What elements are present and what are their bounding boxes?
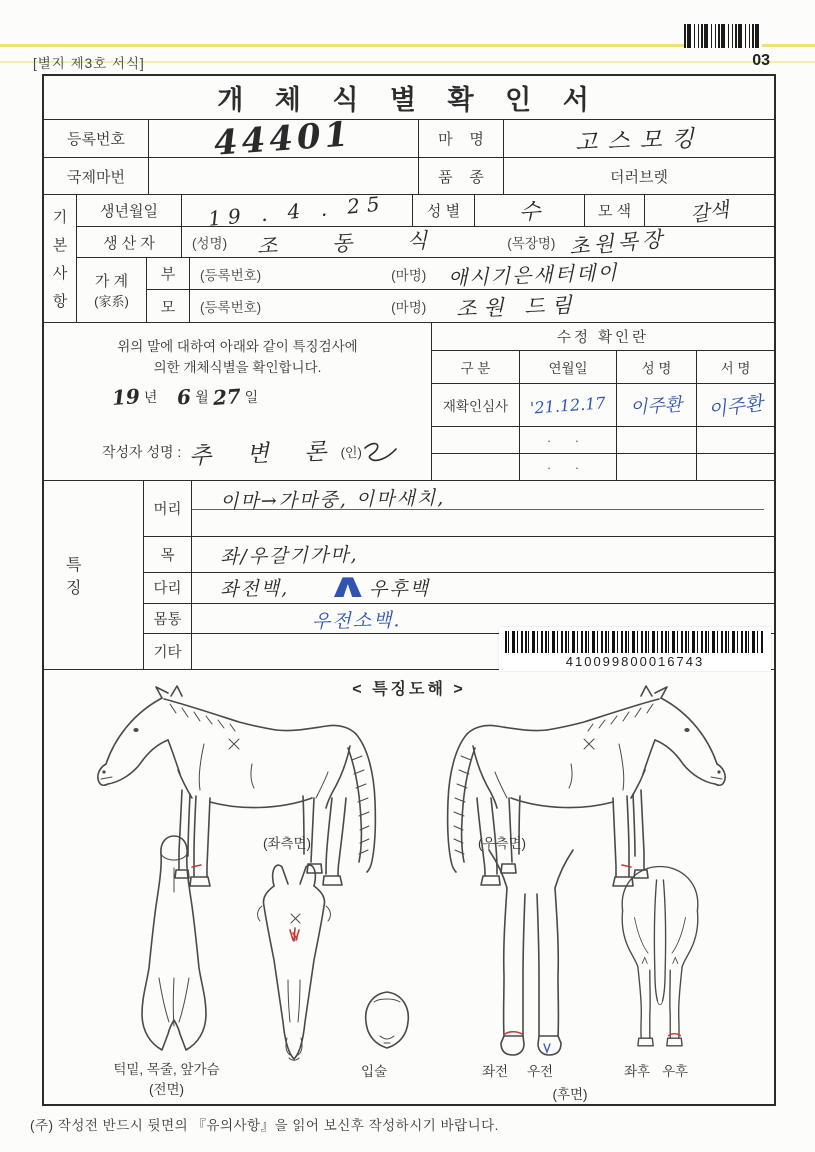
right-hind-label: 우후 bbox=[661, 1064, 689, 1079]
sire-content bbox=[190, 258, 774, 289]
sire-regno-paren: (등록번호) bbox=[200, 267, 262, 283]
vlabel-char: 본 bbox=[52, 237, 68, 255]
basic-rows bbox=[77, 190, 774, 322]
color-label: 모 색 bbox=[585, 195, 645, 226]
confirmation-block bbox=[44, 323, 774, 481]
date-dots: · · bbox=[546, 432, 590, 448]
empty-date-cell bbox=[520, 427, 617, 453]
col-type: 구 분 bbox=[432, 351, 520, 383]
producer-name-paren: (성명) bbox=[192, 236, 228, 251]
dam-regno-paren: (등록번호) bbox=[200, 300, 262, 315]
vlabel-char: 항 bbox=[52, 292, 68, 310]
date-dots: · · bbox=[546, 459, 590, 475]
neck-handwriting: 좌/우갈기가마, bbox=[219, 543, 359, 568]
left-side-label: (좌측면) bbox=[262, 836, 312, 851]
statement-line2: 의한 개체식별을 확인합니다. bbox=[153, 359, 322, 375]
correction-table bbox=[432, 323, 774, 480]
horse-lips-view bbox=[366, 992, 409, 1048]
intl-no-label: 국제마번 bbox=[44, 158, 149, 194]
statement-line1: 위의 말에 대하여 아래와 같이 특징검사에 bbox=[117, 339, 358, 354]
other-label: 기타 bbox=[144, 634, 192, 669]
neck-label: 목 bbox=[144, 537, 192, 572]
producer-label: 생 산 자 bbox=[77, 227, 182, 257]
col-date: 연월일 bbox=[520, 351, 617, 383]
sire-name-paren: (마명) bbox=[391, 267, 427, 283]
col-name: 성 명 bbox=[617, 351, 697, 383]
birth-handwriting: 19 . 4 . 25 bbox=[206, 190, 388, 231]
farm-paren: (목장명) bbox=[507, 236, 556, 251]
producer-name-handwriting: 조 동 식 bbox=[256, 227, 452, 259]
form-reference-label: [별지 제3호 서식] bbox=[33, 56, 145, 71]
dam-name-paren: (마명) bbox=[391, 300, 427, 315]
recheck-name-handwriting: 이주환 bbox=[629, 394, 684, 419]
seal-mark: (인) bbox=[340, 445, 362, 460]
insertion-handwriting: 우전소백. bbox=[311, 609, 402, 634]
family-label-cell bbox=[77, 258, 147, 322]
sire-name-handwriting: 애시기은새터데이 bbox=[447, 260, 620, 290]
recheck-type: 재확인심사 bbox=[432, 384, 520, 426]
table-row bbox=[432, 384, 774, 427]
legs-content bbox=[192, 566, 774, 605]
reg-no-value-cell bbox=[149, 113, 419, 164]
date-year-handwriting: 19 bbox=[111, 384, 141, 410]
feature-row-head bbox=[144, 481, 774, 537]
barcode-number: 410099800016743 bbox=[565, 654, 705, 669]
legs-handwriting-left: 좌전백, bbox=[219, 577, 290, 602]
correction-table-header bbox=[432, 351, 774, 384]
left-hind-label: 좌후 bbox=[623, 1064, 651, 1079]
birth-label: 생년월일 bbox=[77, 195, 182, 226]
dam-label: 모 bbox=[147, 290, 190, 322]
basic-info-block bbox=[44, 190, 774, 323]
family-col bbox=[147, 258, 774, 322]
lips-label: 입술 bbox=[360, 1064, 388, 1079]
vlabel-char: 사 bbox=[52, 264, 68, 282]
month-suffix: 월 bbox=[195, 389, 209, 405]
head-handwriting: 이마→가마중, 이마새치, bbox=[219, 487, 446, 513]
feature-row-neck bbox=[144, 537, 774, 573]
date-month-handwriting: 6 bbox=[176, 384, 193, 410]
dam-row bbox=[147, 290, 774, 322]
horse-left-side-view bbox=[98, 686, 376, 886]
barcode-sticker bbox=[499, 627, 771, 671]
recheck-name-cell bbox=[617, 384, 697, 426]
empty-type bbox=[432, 454, 520, 480]
breed-value: 더러브렛 bbox=[610, 168, 668, 186]
feature-diagram-block bbox=[44, 670, 774, 1108]
horse-diagram-art bbox=[44, 670, 779, 1108]
dam-name-handwriting: 조원 드림 bbox=[455, 292, 580, 322]
dam-content bbox=[190, 290, 774, 322]
farm-handwriting: 초원목장 bbox=[568, 226, 668, 260]
family-rows bbox=[77, 258, 774, 322]
empty-type bbox=[432, 427, 520, 453]
head-label: 머리 bbox=[144, 481, 192, 536]
registration-row bbox=[44, 113, 774, 164]
horse-name-handwriting: 고스모킹 bbox=[574, 125, 704, 157]
date-line bbox=[108, 385, 258, 409]
legs-handwriting-right: 우후백 bbox=[368, 577, 431, 601]
breed-label: 품 종 bbox=[419, 158, 504, 194]
birth-row bbox=[77, 190, 774, 231]
family-label: 가 계 bbox=[94, 273, 129, 290]
empty-name-cell bbox=[617, 427, 697, 453]
recheck-signature: 이주환 bbox=[706, 391, 765, 422]
features-section-label: 특 징 bbox=[44, 481, 144, 669]
intl-no-value-cell bbox=[149, 158, 419, 194]
title-row bbox=[44, 76, 774, 120]
right-front-label: 우전 bbox=[526, 1064, 554, 1079]
basic-section-vertical-label bbox=[44, 195, 77, 322]
statement-cell bbox=[44, 323, 432, 480]
horse-name-value-cell bbox=[504, 120, 774, 157]
empty-name-cell bbox=[617, 454, 697, 480]
signature-squiggle bbox=[362, 440, 398, 464]
front-view-label: (전면) bbox=[148, 1082, 185, 1097]
sire-label: 부 bbox=[147, 258, 190, 289]
producer-row bbox=[77, 227, 774, 258]
sex-handwriting: 수 bbox=[518, 199, 541, 226]
horse-head-front-view bbox=[258, 865, 331, 1060]
page-number: 03 bbox=[752, 52, 770, 69]
left-front-label: 좌전 bbox=[481, 1064, 509, 1079]
family-hanja: (家系) bbox=[94, 294, 129, 309]
sex-label: 성 별 bbox=[413, 195, 475, 226]
breed-value-cell bbox=[504, 158, 774, 194]
form-title: 개 체 식 별 확 인 서 bbox=[217, 85, 601, 115]
footnote: (주) 작성전 반드시 뒷면의 『유의사항』을 읽어 보신후 작성하시기 바랍니다. bbox=[30, 1118, 499, 1133]
head-content bbox=[192, 481, 774, 536]
sex-value-cell bbox=[475, 195, 585, 226]
sire-row bbox=[147, 258, 774, 290]
intl-breed-row bbox=[44, 158, 774, 195]
author-label: 작성자 성명 : bbox=[102, 443, 182, 460]
horse-front-neck-view bbox=[142, 836, 206, 1050]
color-handwriting: 갈색 bbox=[688, 197, 731, 227]
vlabel-char: 기 bbox=[52, 209, 68, 227]
front-group-label: 턱밑, 목줄, 앞가슴 bbox=[113, 1062, 220, 1077]
rear-view-label: (후면) bbox=[552, 1087, 588, 1102]
reg-no-handwriting: 44401 bbox=[213, 113, 354, 164]
top-barcode bbox=[684, 24, 762, 48]
producer-content bbox=[182, 226, 774, 260]
empty-sign-cell bbox=[697, 427, 774, 453]
recheck-sign-cell bbox=[697, 384, 774, 426]
horse-name-label: 마 명 bbox=[419, 120, 504, 157]
correction-table-title: 수정 확인란 bbox=[432, 323, 774, 351]
reg-no-label: 등록번호 bbox=[44, 120, 149, 157]
insertion-caret: ∧ bbox=[325, 566, 370, 605]
horse-right-side-view bbox=[448, 686, 726, 886]
legs-label: 다리 bbox=[144, 573, 192, 604]
birth-value-cell bbox=[182, 190, 413, 231]
author-line bbox=[102, 435, 398, 468]
horse-rear-view bbox=[622, 867, 698, 1046]
diagram-title: < 특징도해 > bbox=[352, 681, 466, 698]
neck-content bbox=[192, 537, 774, 572]
empty-sign-cell bbox=[697, 454, 774, 480]
table-row bbox=[432, 427, 774, 454]
day-suffix: 일 bbox=[244, 389, 259, 405]
barcode-bars bbox=[505, 631, 765, 653]
recheck-date-cell bbox=[520, 384, 617, 426]
col-sign: 서 명 bbox=[720, 361, 751, 376]
empty-date-cell bbox=[520, 454, 617, 480]
table-row bbox=[432, 454, 774, 480]
year-suffix: 년 bbox=[143, 389, 158, 405]
features-block bbox=[44, 481, 774, 670]
color-value-cell bbox=[645, 195, 774, 226]
recheck-date-handwriting: '21.12.17 bbox=[529, 392, 607, 418]
author-name-handwriting: 추 변 론 bbox=[188, 438, 342, 470]
body-label: 몸통 bbox=[144, 604, 192, 633]
date-day-handwriting: 27 bbox=[212, 384, 242, 410]
identification-form bbox=[42, 74, 776, 1106]
right-side-label: (우측면) bbox=[477, 836, 527, 851]
feature-row-legs bbox=[144, 566, 774, 605]
horse-front-legs-view bbox=[489, 850, 573, 1055]
